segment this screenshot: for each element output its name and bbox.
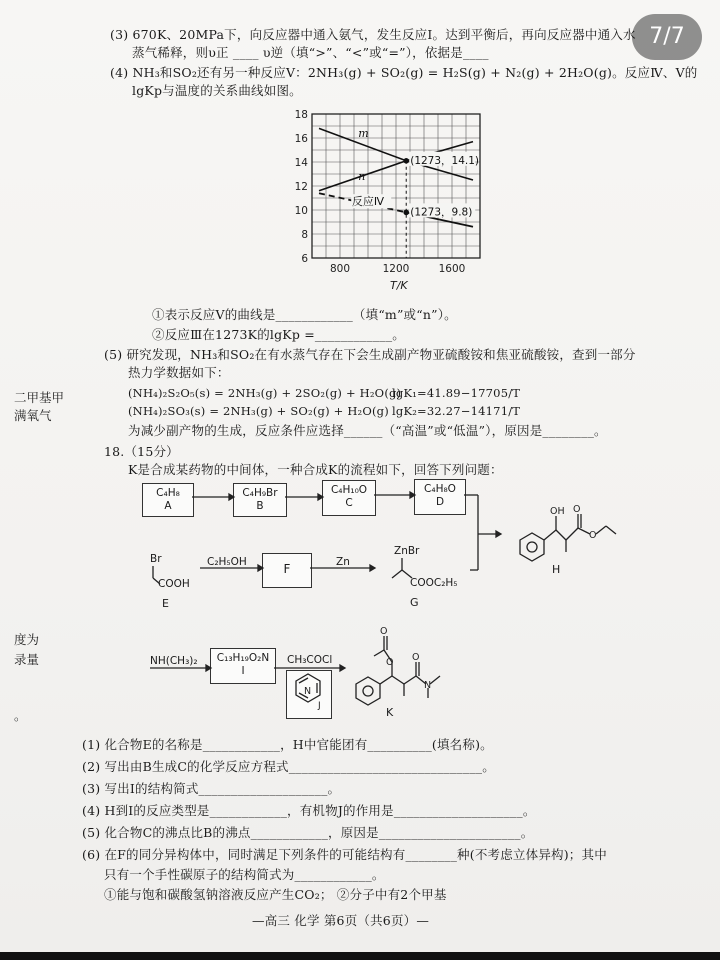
q17-part3-line2: 蒸气稀释，则υ正 ____ υ逆（填“>”、“<”或“=”），依据是____ bbox=[132, 45, 489, 60]
compound-box-f: F bbox=[262, 553, 312, 588]
margin-note: 录量 bbox=[14, 652, 40, 667]
compound-a-formula: C₄H₈ bbox=[156, 487, 180, 499]
compound-d-formula: C₄H₈O bbox=[424, 483, 456, 495]
q18-question-1: (1) 化合物E的名称是____________，H中官能团有__________(填名称)。 bbox=[82, 737, 493, 752]
svg-text:O: O bbox=[589, 530, 597, 541]
compound-d-label: D bbox=[435, 496, 445, 508]
svg-text:O: O bbox=[380, 626, 388, 637]
margin-note: 二甲基甲 bbox=[14, 390, 65, 405]
page-footer: —高三 化学 第6页（共6页）— bbox=[252, 913, 430, 928]
svg-text:O: O bbox=[412, 652, 420, 663]
arrow-e-f-reagent: C₂H₅OH bbox=[207, 556, 247, 568]
y-tick-label: 12 bbox=[294, 181, 308, 193]
arrow-f-g-reagent: Zn bbox=[336, 556, 350, 568]
q18-question-6-conditions: ①能与饱和碳酸氢钠溶液反应产生CO₂； ②分子中有2个甲基 bbox=[104, 887, 447, 902]
margin-note: 。 bbox=[14, 708, 27, 723]
compound-i-formula: C₁₃H₁₉O₂N bbox=[216, 652, 270, 664]
x-tick-label: 800 bbox=[329, 263, 351, 275]
compound-e-cooh: COOH bbox=[158, 578, 190, 590]
y-tick-label: 14 bbox=[294, 157, 308, 169]
x-tick-label: 1600 bbox=[438, 263, 466, 275]
q17-part5-line2: 热力学数据如下： bbox=[128, 365, 230, 380]
y-tick-label: 18 bbox=[294, 109, 308, 121]
annotation-label: (1273，14.1) bbox=[410, 154, 480, 167]
q17-part5-line3: 为减少副产物的生成，反应条件应选择______（“高温”或“低温”），原因是________。 bbox=[128, 423, 607, 438]
q18-header: 18.（15分） bbox=[104, 444, 179, 459]
compound-g-znbr: ZnBr bbox=[394, 545, 420, 557]
label-e: E bbox=[162, 597, 169, 610]
svg-text:N: N bbox=[304, 686, 312, 697]
compound-c-label: C bbox=[345, 497, 353, 509]
svg-text:OH: OH bbox=[550, 506, 565, 517]
q17-part4-line1: (4) NH₃和SO₂还有另一种反应Ⅴ：2NH₃(g) + SO₂(g) = H₂S(g) + N₂(g) + 2H₂O(g)。反应Ⅳ、Ⅴ的 bbox=[110, 65, 698, 80]
q18-question-2: (2) 写出由B生成C的化学反应方程式______________________________。 bbox=[82, 759, 495, 774]
q17-sub1: ①表示反应Ⅴ的曲线是____________（填“m”或“n”）。 bbox=[152, 307, 457, 322]
compound-i-label: I bbox=[241, 665, 245, 677]
label-h: H bbox=[552, 563, 561, 576]
lgk1-expression: lgK₁=41.89−17705/T bbox=[392, 386, 521, 400]
series-label-m: m bbox=[358, 126, 369, 140]
equation-2: (NH₄)₂SO₃(s) = 2NH₃(g) + SO₂(g) + H₂O(g) bbox=[128, 404, 389, 418]
svg-text:N: N bbox=[424, 680, 432, 691]
compound-b-formula: C₄H₉Br bbox=[242, 487, 278, 499]
page-counter-badge[interactable]: 7/7 bbox=[632, 14, 702, 60]
q18-question-5: (5) 化合物C的沸点比B的沸点____________，原因是______________________。 bbox=[82, 825, 534, 840]
q18-question-6-line1: (6) 在F的同分异构体中，同时满足下列条件的可能结构有________种(不考虑立体异构)；其中 bbox=[82, 847, 607, 862]
lgk2-expression: lgK₂=32.27−14171/T bbox=[392, 404, 521, 418]
label-k: K bbox=[386, 706, 394, 719]
compound-e-br: Br bbox=[150, 553, 162, 565]
compound-a-label: A bbox=[164, 500, 172, 512]
q17-sub2: ②反应Ⅲ在1273K的lgKp =____________。 bbox=[152, 327, 405, 342]
y-tick-label: 16 bbox=[294, 133, 308, 145]
series-label-reaction-iv: 反应Ⅳ bbox=[351, 195, 385, 209]
x-tick-label: 1200 bbox=[382, 263, 410, 275]
y-tick-label: 6 bbox=[301, 253, 308, 265]
svg-text:O: O bbox=[573, 504, 581, 515]
arrow-h-i-reagent: NH(CH₃)₂ bbox=[150, 655, 198, 667]
q17-part3-line1: (3) 670K、20MPa下，向反应器中通入氨气，发生反应Ⅰ。达到平衡后，再向反应器中通入水 bbox=[110, 27, 636, 42]
y-tick-label: 8 bbox=[301, 229, 308, 241]
q17-part5-line1: (5) 研究发现，NH₃和SO₂在有水蒸气存在下会生成副产物亚硫酸铵和焦亚硫酸铵，查到一部分 bbox=[104, 347, 636, 362]
q18-question-4: (4) H到I的反应类型是____________，有机物J的作用是____________________。 bbox=[82, 803, 536, 818]
margin-note: 度为 bbox=[14, 632, 40, 647]
series-label-n: n bbox=[358, 170, 366, 183]
annotation-label: (1273，9.8) bbox=[410, 206, 473, 219]
q18-question-3: (3) 写出I的结构简式____________________。 bbox=[82, 781, 341, 796]
compound-g-cooet: COOC₂H₅ bbox=[410, 577, 458, 589]
q18-intro: K是合成某药物的中间体，一种合成K的流程如下，回答下列问题： bbox=[128, 462, 503, 477]
compound-b-label: B bbox=[256, 500, 264, 512]
q17-part4-line2: lgKp与温度的关系曲线如图。 bbox=[132, 83, 302, 98]
chart-xlabel: T/K bbox=[390, 279, 408, 292]
y-tick-label: 10 bbox=[294, 205, 308, 217]
margin-note: 满氧气 bbox=[14, 408, 52, 423]
bottom-bar bbox=[0, 952, 720, 960]
equation-1: (NH₄)₂S₂O₅(s) = 2NH₃(g) + 2SO₂(g) + H₂O(g) bbox=[128, 386, 402, 400]
label-g: G bbox=[410, 596, 419, 609]
svg-text:O: O bbox=[386, 657, 394, 668]
q18-question-6-line2: 只有一个手性碳原子的结构简式为____________。 bbox=[104, 867, 385, 882]
compound-c-formula: C₄H₁₀O bbox=[330, 484, 368, 496]
label-j: J bbox=[318, 701, 321, 711]
arrow-i-k-reagent: CH₃COCl bbox=[287, 654, 333, 666]
